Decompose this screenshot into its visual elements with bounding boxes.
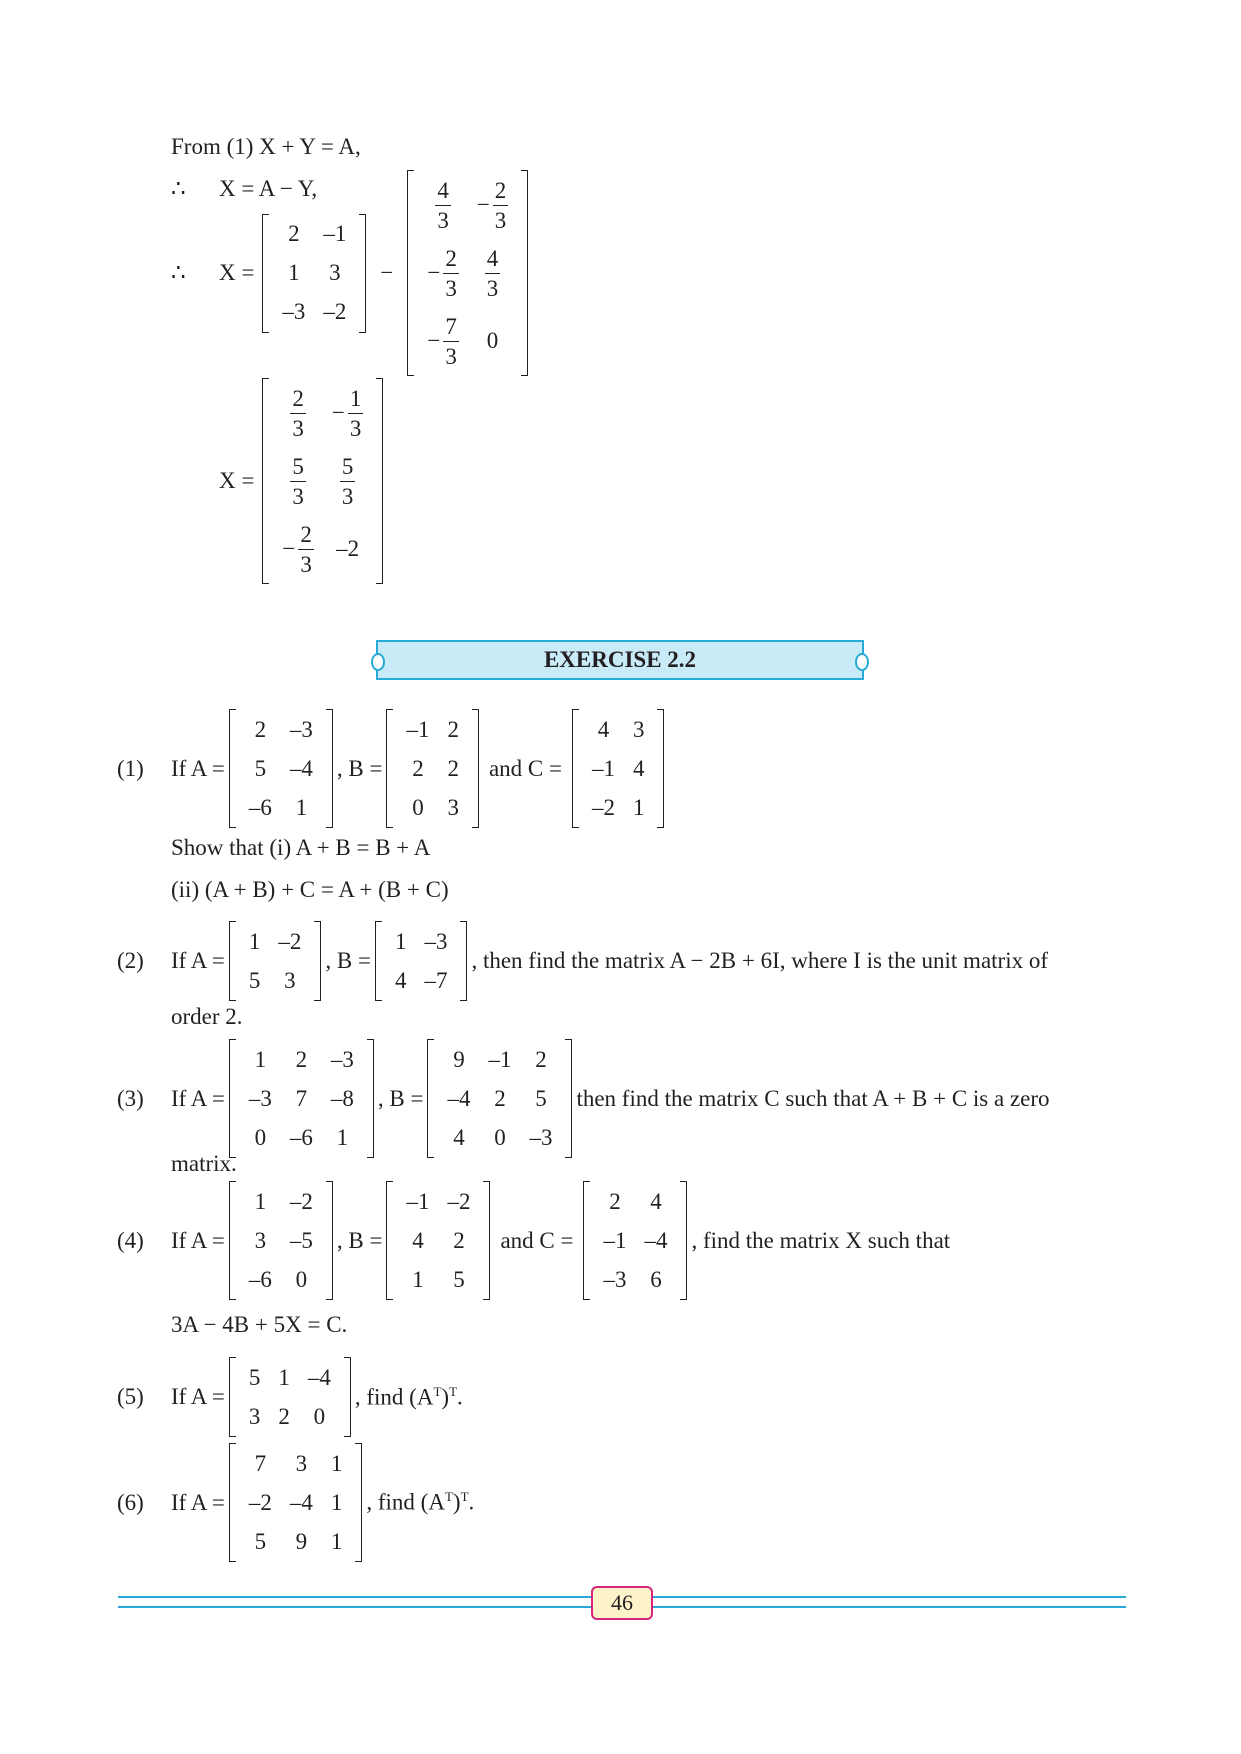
fraction: $\frac{7}{3}$	[445, 313, 457, 369]
bracket-right	[344, 1357, 351, 1437]
bracket-left	[375, 921, 382, 1001]
q4-matrix-c	[583, 1181, 687, 1300]
matrix-entry: 7	[254, 1450, 267, 1476]
matrix-entry: 0	[412, 794, 424, 820]
matrix-entry: 2	[278, 1403, 290, 1429]
matrix-entry: –2	[289, 1188, 313, 1214]
q1-matrix-b	[386, 709, 479, 828]
bracket-left	[407, 170, 414, 376]
matrix-entry: –1	[406, 1188, 430, 1214]
fraction: $\frac{1}{3}$	[349, 385, 362, 441]
bracket-right	[460, 921, 467, 1001]
q1-and-c-label: and C =	[488, 755, 562, 781]
matrix-entry: 1	[330, 1450, 343, 1476]
bracket-right	[367, 1039, 374, 1158]
matrix-entry: 3	[295, 1450, 308, 1476]
q3-if-a: If A =	[171, 1085, 225, 1111]
matrix-entry: –1	[488, 1046, 512, 1072]
q6-find: , find $(A^T)^T$.	[366, 1489, 475, 1515]
bracket-left	[229, 1357, 236, 1437]
matrix-entry: –3	[330, 1046, 354, 1072]
q1-matrix-c	[572, 709, 665, 828]
matrix-entry: 9	[295, 1528, 308, 1554]
q4-matrix-a	[229, 1181, 333, 1300]
question-5-number: (5)	[117, 1384, 144, 1409]
bracket-left	[262, 378, 269, 584]
bracket-right	[326, 1181, 333, 1300]
matrix-entry: 5	[254, 1528, 267, 1554]
matrix-entry: 2	[447, 716, 459, 742]
question-4-number: (4)	[117, 1228, 144, 1253]
matrix-entry: –1	[591, 755, 615, 781]
matrix-entry: 1	[330, 1528, 343, 1554]
q6-if-a: If A =	[171, 1489, 225, 1515]
matrix-entry: 0	[254, 1124, 267, 1150]
q6-matrix-a	[229, 1443, 363, 1562]
q2-tail: , then find the matrix A − 2B + 6I, where I is the unit matrix of	[471, 948, 1048, 973]
matrix-entry: –3	[282, 299, 306, 324]
matrix-entry: 3	[329, 260, 341, 285]
bracket-right	[483, 1181, 490, 1300]
q2-b-label: , B =	[325, 948, 371, 973]
q5-find: , find $(A^T)^T$.	[354, 1383, 463, 1410]
matrix-entry: 1	[254, 1188, 267, 1214]
matrix-entry: 1	[254, 1046, 267, 1072]
x-equals-label: X =	[219, 468, 255, 493]
question-2	[171, 921, 1048, 1001]
matrix-entry: 1	[248, 928, 261, 954]
matrix-entry: 4	[650, 1188, 662, 1214]
bracket-left	[386, 709, 393, 828]
matrix-entry: 4	[394, 967, 407, 993]
bracket-right	[376, 378, 383, 584]
bracket-left	[229, 1181, 236, 1300]
matrix-entry: 9	[453, 1046, 465, 1072]
matrix-entry: –3	[424, 928, 448, 954]
matrix-entry: –7	[424, 967, 448, 993]
minus-sign: −	[380, 260, 394, 285]
matrix-entry: − $\frac{2}{3}$	[476, 177, 507, 233]
matrix-entry: 5	[254, 755, 267, 781]
q3-matrix-b	[427, 1039, 572, 1158]
q1-part-i: Show that (i) A + B = B + A	[171, 835, 431, 860]
matrix-entry: 1	[394, 928, 407, 954]
bracket-right	[521, 170, 528, 376]
matrix-entry	[418, 172, 467, 238]
matrix-entry: 1	[288, 260, 300, 285]
fraction: $\frac{5}{3}$	[292, 453, 304, 509]
bracket-left	[229, 1443, 236, 1562]
bracket-right	[314, 921, 321, 1001]
matrix-entry: 1	[295, 794, 308, 820]
bracket-left	[386, 1181, 393, 1300]
matrix-entry: 6	[650, 1266, 662, 1292]
bracket-right	[657, 709, 664, 828]
matrix-entry: 0	[494, 1124, 506, 1150]
question-6-number: (6)	[117, 1490, 144, 1515]
q5-matrix-a	[229, 1357, 351, 1437]
bracket-left	[229, 1039, 236, 1158]
matrix-entry: 2	[412, 755, 424, 781]
matrix-entry: 1	[330, 1489, 343, 1515]
q3-tail: then find the matrix C such that A + B + C is a zero	[576, 1085, 1050, 1111]
matrix-entry: 5	[248, 1364, 261, 1390]
bracket-left	[427, 1039, 434, 1158]
matrix-entry: –5	[289, 1227, 313, 1253]
bracket-right	[326, 709, 333, 828]
q1-part-ii: (ii) (A + B) + C = A + (B + C)	[171, 877, 449, 902]
q5-if-a: If A =	[171, 1384, 225, 1409]
matrix-entry: –4	[307, 1364, 331, 1390]
bracket-right	[680, 1181, 687, 1300]
matrix-entry: 5	[248, 967, 261, 993]
bracket-left	[229, 709, 236, 828]
matrix-entry: –4	[447, 1085, 471, 1111]
question-3-number: (3)	[117, 1086, 144, 1111]
banner-notch-left	[371, 653, 385, 671]
q4-and-c-label: and C =	[500, 1227, 574, 1253]
therefore-symbol: ∴	[171, 260, 186, 285]
q3-b-label: , B =	[377, 1085, 424, 1111]
matrix-entry: –6	[248, 794, 272, 820]
matrix-entry: –6	[289, 1124, 313, 1150]
q2-tail-2: order 2.	[171, 1004, 243, 1029]
matrix-entry: –8	[330, 1085, 354, 1111]
matrix-entry	[273, 448, 322, 514]
bracket-left	[583, 1181, 590, 1300]
matrix-entry: 2	[295, 1046, 308, 1072]
matrix-entry: –4	[289, 1489, 313, 1515]
x-equals-a-minus-y: X = A − Y,	[219, 176, 318, 201]
q3-tail-2: matrix.	[171, 1151, 237, 1176]
q4-matrix-b	[386, 1181, 490, 1300]
matrix-entry: –2	[447, 1188, 471, 1214]
matrix-entry: 0	[313, 1403, 326, 1429]
matrix-entry: 4	[453, 1124, 465, 1150]
matrix-entry	[468, 240, 517, 306]
matrix-entry: –2	[336, 536, 360, 561]
bracket-left	[229, 921, 236, 1001]
matrix-entry: 0	[295, 1266, 308, 1292]
matrix-entry: 2	[494, 1085, 506, 1111]
matrix-entry: 4	[597, 716, 610, 742]
fraction: $\frac{2}{3}$	[445, 245, 457, 301]
matrix-entry: 2	[447, 755, 459, 781]
exercise-banner	[376, 640, 864, 680]
matrix-entry: − $\frac{2}{3}$	[282, 521, 312, 577]
matrix-entry: 1	[336, 1124, 349, 1150]
matrix-entry: 7	[295, 1085, 308, 1111]
question-4	[171, 1181, 950, 1300]
matrix-entry: 2	[254, 716, 267, 742]
matrix-entry: –3	[529, 1124, 553, 1150]
q4-b-label: , B =	[336, 1227, 383, 1253]
matrix-entry: –2	[248, 1489, 272, 1515]
q1-if-a: If A =	[171, 755, 225, 781]
matrix-entry: 2	[453, 1227, 465, 1253]
matrix-entry: − $\frac{1}{3}$	[331, 385, 362, 441]
question-5	[171, 1357, 463, 1437]
matrix-entry: − $\frac{7}{3}$	[427, 313, 457, 369]
matrix-entry: 1	[278, 1364, 290, 1390]
q1-matrix-a	[229, 709, 333, 828]
matrix-entry: 4	[632, 755, 645, 781]
solution-line-1: From (1) X + Y = A,	[171, 134, 361, 159]
q2-matrix-b	[375, 921, 468, 1001]
bracket-right	[472, 709, 479, 828]
exercise-title: EXERCISE 2.2	[543, 647, 697, 672]
question-3	[171, 1039, 1050, 1158]
matrix-entry: 2	[609, 1188, 621, 1214]
page-number: 46	[591, 1586, 653, 1620]
matrix-entry: 5	[453, 1266, 465, 1292]
fraction: $\frac{4}{3}$	[437, 177, 449, 233]
question-2-number: (2)	[117, 948, 144, 973]
q2-if-a: If A =	[171, 948, 225, 973]
matrix-entry: 5	[535, 1085, 547, 1111]
therefore-symbol: ∴	[171, 176, 186, 201]
matrix-entry	[273, 380, 322, 446]
x-equals-label: X =	[219, 260, 255, 285]
solution-line-3	[171, 170, 532, 376]
matrix-entry: 0	[486, 328, 499, 353]
matrix-a	[262, 214, 366, 333]
question-6	[171, 1443, 474, 1562]
matrix-entry: 3	[632, 716, 645, 742]
matrix-entry: 3	[284, 967, 296, 993]
matrix-entry: –2	[278, 928, 302, 954]
matrix-entry: –1	[406, 716, 430, 742]
question-1-number: (1)	[117, 756, 144, 781]
matrix-entry: 3	[248, 1403, 261, 1429]
matrix-entry: –1	[323, 221, 347, 246]
q2-matrix-a	[229, 921, 322, 1001]
bracket-right	[355, 1443, 362, 1562]
matrix-entry: 3	[447, 794, 459, 820]
solution-line-4	[219, 378, 387, 584]
matrix-y	[407, 170, 528, 376]
matrix-entry	[323, 448, 372, 514]
matrix-x-result	[262, 378, 383, 584]
fraction: $\frac{4}{3}$	[486, 245, 499, 301]
q4-if-a: If A =	[171, 1227, 225, 1253]
matrix-entry: –4	[289, 755, 313, 781]
bracket-left	[262, 214, 269, 333]
question-1	[171, 709, 668, 828]
bracket-left	[572, 709, 579, 828]
matrix-entry: –4	[644, 1227, 668, 1253]
bracket-right	[359, 214, 366, 333]
fraction: $\frac{5}{3}$	[341, 453, 354, 509]
matrix-entry: –6	[248, 1266, 272, 1292]
matrix-entry: –3	[603, 1266, 627, 1292]
matrix-entry: –2	[323, 299, 347, 324]
q1-b-label: , B =	[336, 755, 383, 781]
matrix-entry: –1	[603, 1227, 627, 1253]
matrix-entry: 3	[254, 1227, 267, 1253]
q3-matrix-a	[229, 1039, 374, 1158]
banner-notch-right	[855, 653, 869, 671]
matrix-entry: 2	[535, 1046, 547, 1072]
bracket-right	[565, 1039, 572, 1158]
fraction: $\frac{2}{3}$	[494, 177, 507, 233]
q4-tail: , find the matrix X such that	[691, 1227, 951, 1253]
matrix-entry: –3	[289, 716, 313, 742]
matrix-entry: 2	[288, 221, 300, 246]
fraction: $\frac{2}{3}$	[300, 521, 312, 577]
matrix-entry: 1	[412, 1266, 424, 1292]
q4-tail-2: 3A − 4B + 5X = C.	[171, 1312, 348, 1337]
matrix-entry: 1	[632, 794, 645, 820]
matrix-entry: –3	[248, 1085, 272, 1111]
fraction: $\frac{2}{3}$	[292, 385, 304, 441]
matrix-entry: –2	[591, 794, 615, 820]
matrix-entry: − $\frac{2}{3}$	[427, 245, 457, 301]
matrix-entry: 4	[412, 1227, 424, 1253]
